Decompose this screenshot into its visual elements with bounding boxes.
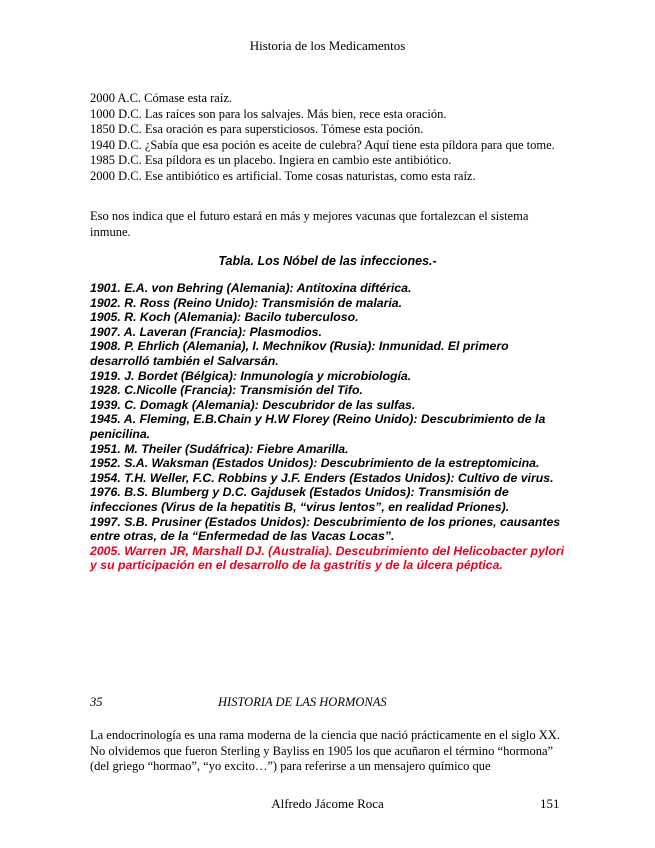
timeline-item: 2000 A.C. Cómase esta raíz. bbox=[90, 91, 232, 105]
nobel-list bbox=[90, 281, 565, 573]
nobel-item: 1945. A. Fleming, E.B.Chain y H.W Florey (Reino Unido): Descubrimiento de la penicilina. bbox=[90, 412, 546, 441]
nobel-item: 1997. S.B. Prusiner (Estados Unidos): Descubrimiento de los priones, causantes entre otras, de la “Enfermedad de las Vacas Locas”. bbox=[90, 514, 561, 544]
nobel-item: 1939. C. Domagk (Alemania): Descubridor de las sulfas. bbox=[90, 397, 416, 412]
timeline-item: 1940 D.C. ¿Sabía que esa poción es aceite de culebra? Aquí tiene esta píldora para que tome. bbox=[90, 137, 555, 152]
nobel-item: 1902. R. Ross (Reino Unido): Transmisión de malaria. bbox=[90, 295, 403, 310]
nobel-item: 1951. M. Theiler (Sudáfrica): Fiebre Amarilla. bbox=[90, 441, 349, 456]
nobel-item: 1928. C.Nicolle (Francia): Transmisión del Tifo. bbox=[90, 383, 363, 398]
table-title: Tabla. Los Nóbel de las infecciones.- bbox=[218, 254, 437, 268]
nobel-item: 1919. J. Bordet (Bélgica): Inmunología y microbiología. bbox=[90, 368, 412, 383]
footer-author: Alfredo Jácome Roca bbox=[271, 796, 384, 811]
section-title: HISTORIA DE LAS HORMONAS bbox=[218, 695, 387, 709]
nobel-item: 1976. B.S. Blumberg y D.C. Gajdusek (Estados Unidos): Transmisión de infecciones (Virus de la hepatitis B, “virus lentos”, en realidad Priones). bbox=[90, 485, 510, 514]
nobel-item: 1907. A. Laveran (Francia): Plasmodios. bbox=[90, 324, 322, 339]
timeline-item: 1850 D.C. Esa oración es para supersticiosos. Tómese esta poción. bbox=[90, 122, 424, 136]
paragraph-endocrinology: La endocrinología es una rama moderna de la ciencia que nació prácticamente en el siglo XX. No olvidemos que fueron Sterling y Bayliss en 1905 los que acuñaron el término “hormona” (del griego “hormao”, “yo excito…”) para referirse a un mensajero químico que bbox=[90, 728, 560, 773]
timeline-list bbox=[90, 91, 560, 184]
nobel-item: 1905. R. Koch (Alemania): Bacilo tuberculoso. bbox=[90, 310, 359, 325]
nobel-item: 1952. S.A. Waksman (Estados Unidos): Descubrimiento de la estreptomicina. bbox=[90, 456, 540, 471]
timeline-item: 1985 D.C. Esa píldora es un placebo. Ingiera en cambio este antibiótico. bbox=[90, 153, 452, 167]
nobel-item: 1908. P. Ehrlich (Alemania), I. Mechnikov (Rusia): Inmunidad. El primero desarrolló también el Salvarsán. bbox=[90, 339, 509, 368]
running-header: Historia de los Medicamentos bbox=[249, 38, 406, 53]
nobel-item: 1901. E.A. von Behring (Alemania): Antitoxina diftérica. bbox=[90, 281, 412, 295]
nobel-item: 1954. T.H. Weller, F.C. Robbins y J.F. Enders (Estados Unidos): Cultivo de virus. bbox=[90, 470, 554, 485]
paragraph-vaccines: Eso nos indica que el futuro estará en más y mejores vacunas que fortalezcan el sistema inmune. bbox=[90, 209, 529, 239]
timeline-item: 1000 D.C. Las raíces son para los salvajes. Más bien, rece esta oración. bbox=[90, 106, 447, 121]
timeline-item: 2000 D.C. Ese antibiótico es artificial. Tome cosas naturistas, como esta raíz. bbox=[90, 168, 476, 183]
page-number: 151 bbox=[540, 796, 560, 811]
nobel-item-highlight: 2005. Warren JR, Marshall DJ. (Australia). Descubrimiento del Helicobacter pylori y su participación en el desarrollo de la gastritis y de la úlcera péptica. bbox=[90, 543, 565, 573]
section-number: 35 bbox=[90, 695, 103, 709]
